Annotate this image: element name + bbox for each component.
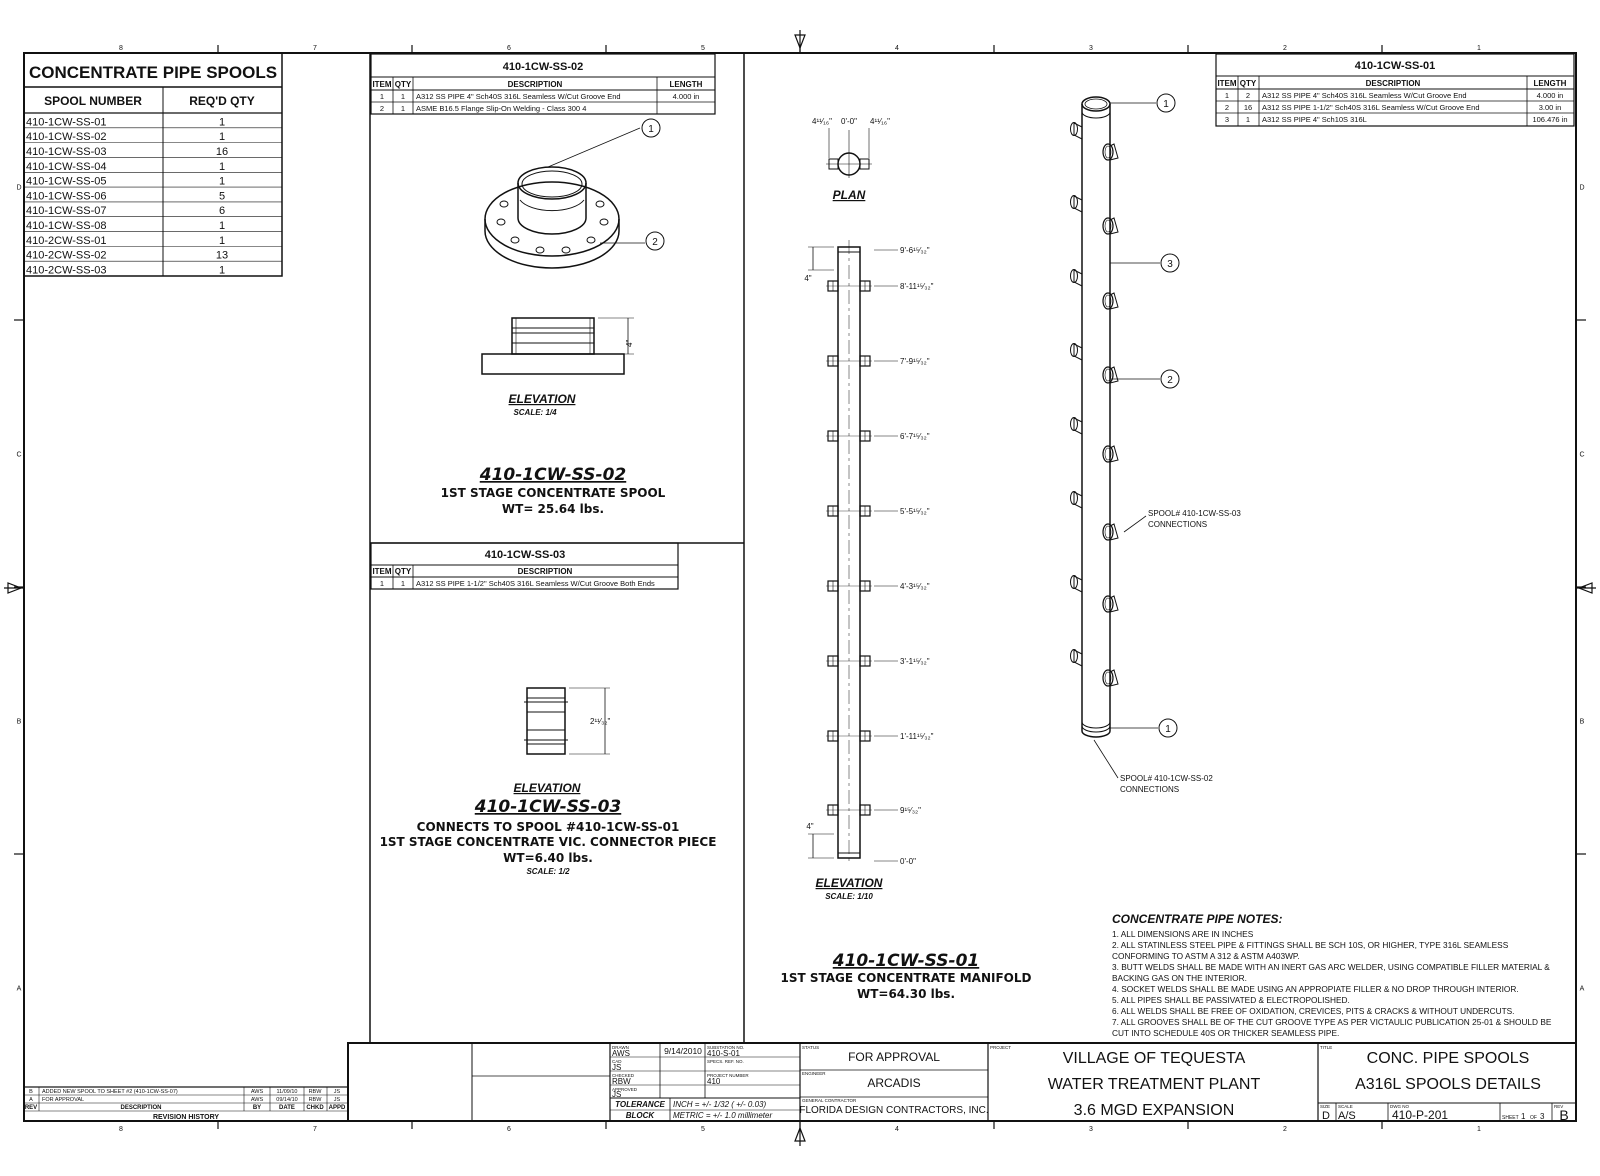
tb-checked: RBW	[612, 1077, 631, 1086]
ss02-elevation-view	[482, 318, 634, 374]
bom-ss01-cell: 16	[1243, 103, 1253, 112]
grid-row-label-left: D	[16, 184, 22, 192]
spool-table-row-qty: 1	[218, 131, 226, 144]
bom-ss01-cell: 4.000 in	[1536, 91, 1564, 100]
bom-ss01-header: DESCRIPTION	[1365, 79, 1421, 88]
notes-line: 2. ALL STATINLESS STEEL PIPE & FITTINGS SHALL BE SCH 10S, OR HIGHER, TYPE 316L SEAMLESS	[1112, 940, 1509, 950]
bom-ss01-header: ITEM	[1217, 79, 1237, 88]
tb-project-line-3: 3.6 MGD EXPANSION	[1073, 1102, 1235, 1119]
ss03-line-1: CONNECTS TO SPOOL #410-1CW-SS-01	[416, 820, 680, 834]
ss01-plan-dim-center: 0'-0"	[841, 117, 857, 126]
rev-header: CHKD	[306, 1105, 324, 1111]
rev-cell: RBW	[308, 1097, 322, 1103]
tb-approved-label: APPROVED	[612, 1087, 638, 1092]
ss01-elevation-level: 8'-11¹⁵⁄₃₂"	[900, 282, 934, 291]
grid-col-label-top: 6	[507, 45, 511, 52]
tb-size-label: SIZE	[1320, 1104, 1331, 1109]
grid-row-label-left: A	[16, 985, 22, 993]
rev-cell: AWS	[250, 1097, 264, 1103]
tb-size: D	[1322, 1110, 1330, 1122]
grid-col-label-bottom: 5	[701, 1126, 705, 1133]
ss03-line-2: 1ST STAGE CONCENTRATE VIC. CONNECTOR PIECE	[379, 835, 717, 849]
tb-tolerance-1: TOLERANCE	[615, 1100, 665, 1109]
rev-cell: JS	[333, 1097, 341, 1103]
ss01-elevation-level: 3'-1¹⁵⁄₃₂"	[900, 657, 930, 666]
spool-table-row-qty: 6	[218, 205, 226, 218]
bom-table-ss03	[371, 543, 678, 589]
pipe-notes	[1112, 912, 1552, 1038]
spool-table-header-qty: REQ'D QTY	[189, 94, 255, 108]
spool-table-row-qty: 13	[215, 249, 229, 262]
tb-rev-label: REV	[1554, 1104, 1564, 1109]
bom-ss01-cell: 2	[1224, 103, 1230, 112]
spool-table-row-number: 410-2CW-SS-03	[26, 264, 107, 277]
bom-ss01-cell: 3.00 in	[1538, 103, 1562, 112]
ss01-elevation-level: 9¹⁵⁄₃₂"	[900, 806, 921, 815]
spool-table-row-qty: 1	[218, 264, 226, 277]
ss01-elevation-level: 6'-7¹⁵⁄₃₂"	[900, 432, 930, 441]
bom-ss01-cell: 106.476 in	[1532, 115, 1568, 124]
bom-ss01-cell: 3	[1224, 115, 1230, 124]
tb-project-line-2: WATER TREATMENT PLANT	[1047, 1076, 1261, 1093]
spool-table-row-qty: 5	[218, 190, 226, 203]
ss01-callout-ss03-2: CONNECTIONS	[1148, 520, 1208, 529]
rev-cell: AWS	[250, 1089, 264, 1095]
grid-col-label-bottom: 4	[895, 1126, 899, 1133]
ss01-elevation-level: 7'-9¹⁵⁄₃₂"	[900, 357, 930, 366]
grid-row-label-right: A	[1579, 985, 1585, 993]
grid-col-label-top: 8	[119, 45, 123, 52]
spool-table	[24, 53, 282, 277]
tb-sheet: 1	[1521, 1112, 1526, 1121]
ss01-elevation-level: 4'-3¹⁵⁄₃₂"	[900, 582, 930, 591]
tb-date: 9/14/2010	[664, 1046, 702, 1056]
spool-table-row-qty: 1	[218, 234, 226, 247]
ss01-callout-ss02-2: CONNECTIONS	[1120, 785, 1180, 794]
ss01-callout-ss02-1: SPOOL# 410-1CW-SS-02	[1120, 774, 1213, 783]
bom-ss02-header: LENGTH	[669, 80, 703, 89]
ss01-callout-ss03-1: SPOOL# 410-1CW-SS-03	[1148, 509, 1241, 518]
grid-col-label-bottom: 6	[507, 1126, 511, 1133]
grid-col-label-bottom: 2	[1283, 1126, 1287, 1133]
grid-col-label-bottom: 8	[119, 1126, 123, 1133]
spool-table-row-number: 410-1CW-SS-02	[26, 131, 107, 144]
notes-line: 5. ALL PIPES SHALL BE PASSIVATED & ELECTROPOLISHED.	[1112, 995, 1350, 1005]
notes-line: 3. BUTT WELDS SHALL BE MADE WITH AN INERT GAS ARC WELDER, USING COMPATIBLE FILLER MATERIAL &	[1112, 962, 1550, 972]
tb-specs-label: SPECS. REF. NO.	[707, 1059, 744, 1064]
bom-ss02-header: QTY	[394, 80, 412, 89]
grid-col-label-bottom: 3	[1089, 1126, 1093, 1133]
rev-cell: B	[29, 1089, 33, 1095]
bom-ss01-cell: A312 SS PIPE 4" Sch40S 316L Seamless W/Cut Groove End	[1262, 91, 1467, 100]
spool-table-row-qty: 1	[218, 116, 226, 129]
tb-contractor: FLORIDA DESIGN CONTRACTORS, INC.	[799, 1105, 989, 1116]
ss02-title: 410-1CW-SS-02	[479, 465, 627, 485]
spool-table-row-number: 410-1CW-SS-03	[26, 145, 107, 158]
rev-cell: A	[29, 1097, 33, 1103]
bom-ss01-cell: A312 SS PIPE 1-1/2" Sch40S 316L Seamless W/Cut Groove End	[1262, 103, 1480, 112]
ss03-title: 410-1CW-SS-03	[474, 797, 622, 817]
ss02-balloon-2-label: 2	[652, 237, 658, 248]
bom-ss01-cell: 1	[1224, 91, 1230, 100]
bom-ss03-header: ITEM	[372, 567, 392, 576]
ss02-iso-view	[485, 128, 645, 268]
tb-dwg-number: 410-P-201	[1392, 1108, 1449, 1122]
tb-drawn: AWS	[612, 1049, 630, 1058]
grid-col-label-top: 1	[1477, 45, 1481, 52]
bom-ss03-header: DESCRIPTION	[517, 567, 573, 576]
tb-project-number-label: PROJECT NUMBER	[707, 1073, 749, 1078]
grid-row-label-left: B	[16, 718, 22, 726]
ss01-dim-top: 4"	[804, 274, 812, 283]
tb-title-label: TITLE	[1320, 1045, 1333, 1050]
ss01-iso-view	[1071, 97, 1161, 778]
ss02-balloon-1-label: 1	[648, 124, 654, 135]
spool-table-row-qty: 16	[215, 145, 229, 158]
spool-table-row-number: 410-1CW-SS-07	[26, 205, 107, 218]
ss02-elevation-scale: SCALE: 1/4	[513, 408, 557, 417]
spool-table-row-number: 410-2CW-SS-02	[26, 249, 107, 262]
tb-metric-tolerance: METRIC = +/- 1.0 millimeter	[673, 1111, 773, 1120]
bom-ss02-cell: 1	[400, 92, 406, 101]
tb-drawn-label: DRAWN	[612, 1045, 629, 1050]
ss02-weight: WT= 25.64 lbs.	[501, 502, 605, 516]
grid-row-label-left: C	[16, 451, 22, 459]
bom-ss03-header: QTY	[394, 567, 412, 576]
ss01-balloon-1-label: 1	[1163, 99, 1169, 110]
tb-scale: A/S	[1338, 1110, 1356, 1122]
tb-cad-label: CAD	[612, 1059, 622, 1064]
bom-ss02-cell: ASME B16.5 Flange Slip-On Welding - Class 300 4	[416, 104, 587, 113]
tb-rev: B	[1559, 1107, 1569, 1123]
tb-substation: 410-S-01	[707, 1049, 740, 1058]
bom-ss03-title: 410-1CW-SS-03	[484, 549, 566, 561]
bom-ss02-cell: 2	[379, 104, 385, 113]
ss01-plan-label: PLAN	[832, 188, 866, 202]
grid-col-label-bottom: 7	[313, 1126, 317, 1133]
bom-ss02-cell: 1	[400, 104, 406, 113]
tb-approved: JS	[612, 1090, 622, 1099]
tb-contractor-label: GENERAL CONTRACTOR	[802, 1098, 857, 1103]
rev-header: DATE	[279, 1105, 295, 1111]
ss01-elevation-view	[804, 240, 898, 865]
ss03-elevation-view	[524, 688, 610, 754]
notes-line: BACKING GAS ON THE INTERIOR.	[1112, 973, 1247, 983]
ss01-elevation-level: 0'-0"	[900, 857, 916, 866]
grid-col-label-top: 2	[1283, 45, 1287, 52]
spool-table-title: CONCENTRATE PIPE SPOOLS	[28, 63, 278, 82]
spool-table-row-qty: 1	[218, 175, 226, 188]
ss01-plan-dim-left: 4¹¹⁄₁₆"	[812, 117, 832, 126]
grid-col-label-top: 7	[313, 45, 317, 52]
bom-ss03-cell: A312 SS PIPE 1-1/2" Sch40S 316L Seamless W/Cut Groove Both Ends	[416, 579, 655, 588]
bom-ss03-cell: 1	[379, 579, 385, 588]
rev-header: DESCRIPTION	[120, 1105, 162, 1111]
bom-ss02-title: 410-1CW-SS-02	[502, 61, 584, 73]
bom-ss01-header: LENGTH	[1533, 79, 1567, 88]
bom-ss01-cell: A312 SS PIPE 4" Sch10S 316L	[1262, 115, 1367, 124]
tb-engineer: ARCADIS	[867, 1076, 921, 1090]
bom-ss01-header: QTY	[1239, 79, 1257, 88]
tb-project-number: 410	[707, 1077, 721, 1086]
spool-table-row-qty: 1	[218, 220, 226, 233]
tb-engineer-label: ENGINEER	[802, 1071, 826, 1076]
tb-checked-label: CHECKED	[612, 1073, 635, 1078]
ss01-balloon-1b-label: 1	[1165, 724, 1171, 735]
tb-project-line-1: VILLAGE OF TEQUESTA	[1062, 1050, 1246, 1067]
tb-title-line-1: CONC. PIPE SPOOLS	[1366, 1050, 1530, 1067]
bom-ss02-cell: A312 SS PIPE 4" Sch40S 316L Seamless W/Cut Groove End	[416, 92, 621, 101]
rev-cell: 09/14/10	[276, 1097, 298, 1103]
ss01-plan-dim-right: 4¹¹⁄₁₆"	[870, 117, 890, 126]
ss03-elevation-label: ELEVATION	[513, 781, 581, 795]
revision-block	[24, 1087, 348, 1121]
grid-row-label-right: D	[1579, 184, 1585, 192]
title-block	[348, 1043, 1576, 1123]
ss01-weight: WT=64.30 lbs.	[856, 987, 956, 1001]
ss01-elevation-level: 9'-6¹⁵⁄₃₂"	[900, 246, 930, 255]
rev-header: APPD	[328, 1105, 346, 1111]
ss01-elevation-labels	[900, 246, 934, 866]
rev-cell: JS	[333, 1089, 341, 1095]
notes-line: CUT INTO SCHEDULE 40S OR THICKER SEAMLESS PIPE.	[1112, 1028, 1340, 1038]
tb-dwg-label: DWG NO	[1390, 1104, 1409, 1109]
grid-col-label-bottom: 1	[1477, 1126, 1481, 1133]
spool-table-row-number: 410-1CW-SS-01	[26, 116, 107, 129]
rev-header: REV	[24, 1105, 38, 1111]
notes-title: CONCENTRATE PIPE NOTES:	[1112, 912, 1283, 926]
spool-table-row-number: 410-1CW-SS-04	[26, 160, 107, 173]
bom-ss01-title: 410-1CW-SS-01	[1354, 60, 1436, 72]
ss01-dim-bottom: 4"	[806, 822, 814, 831]
rev-header: BY	[252, 1105, 262, 1111]
bom-ss01-cell: 2	[1245, 91, 1251, 100]
ss01-subtitle: 1ST STAGE CONCENTRATE MANIFOLD	[780, 971, 1032, 985]
notes-line: CONFORMING TO ASTM A 312 & ASTM A403WP.	[1112, 951, 1300, 961]
ss02-elevation-dim: 4"	[625, 339, 634, 347]
sheet-border	[24, 53, 1576, 1121]
bom-ss02-cell: 1	[379, 92, 385, 101]
tb-status-label: STATUS	[802, 1045, 820, 1050]
grid-row-label-right: C	[1579, 451, 1585, 459]
ss01-elevation-level: 1'-11¹⁵⁄₃₂"	[900, 732, 934, 741]
grid-row-label-right: B	[1579, 718, 1585, 726]
ss02-elevation-label: ELEVATION	[508, 392, 576, 406]
ss03-elevation-dim: 2¹¹⁄₃₂"	[590, 717, 611, 726]
tb-sheet-label: SHEET	[1502, 1115, 1519, 1121]
ss01-balloon-2-label: 2	[1167, 375, 1173, 386]
notes-line: 1. ALL DIMENSIONS ARE IN INCHES	[1112, 929, 1254, 939]
ss01-plan-view	[812, 117, 890, 178]
spool-table-row-number: 410-2CW-SS-01	[26, 234, 107, 247]
revision-history-label: REVISION HISTORY	[152, 1114, 220, 1121]
spool-table-row-number: 410-1CW-SS-06	[26, 190, 107, 203]
bom-ss02-cell: 4.000 in	[672, 92, 700, 101]
rev-cell: 11/09/10	[276, 1089, 298, 1095]
tb-project-label: PROJECT	[990, 1045, 1012, 1050]
notes-line: 6. ALL WELDS SHALL BE FREE OF OXIDATION, CREVICES, PITS & CRACKS & WITHOUT UNDERCUTS.	[1112, 1006, 1515, 1016]
bom-ss01-cell: 1	[1245, 115, 1251, 124]
ss01-balloon-3-label: 3	[1167, 259, 1173, 270]
ss03-weight: WT=6.40 lbs.	[503, 851, 593, 865]
ss01-elevation-level: 5'-5¹⁵⁄₃₂"	[900, 507, 930, 516]
tb-cad: JS	[612, 1063, 622, 1072]
tb-of-label: OF	[1530, 1115, 1537, 1121]
ss03-scale: SCALE: 1/2	[526, 867, 570, 876]
ss01-elevation-label: ELEVATION	[815, 876, 883, 890]
tb-inch-tolerance: INCH = +/- 1/32 ( +/- 0.03)	[673, 1100, 767, 1109]
bom-ss02-header: ITEM	[372, 80, 392, 89]
spool-table-row-number: 410-1CW-SS-05	[26, 175, 107, 188]
rev-cell: FOR APPROVAL	[42, 1097, 85, 1103]
notes-line: 4. SOCKET WELDS SHALL BE MADE USING AN APPROPIATE FILLER & NO DROP THROUGH INTERIOR.	[1112, 984, 1519, 994]
grid-col-label-top: 5	[701, 45, 705, 52]
tb-tolerance-2: BLOCK	[625, 1111, 655, 1120]
rev-cell: ADDED NEW SPOOL TO SHEET #2 (410-1CW-SS-07)	[42, 1089, 178, 1095]
tb-of: 3	[1540, 1112, 1545, 1121]
bom-table-ss02	[371, 54, 715, 114]
spool-table-row-number: 410-1CW-SS-08	[26, 220, 107, 233]
grid-col-label-top: 3	[1089, 45, 1093, 52]
rev-cell: RBW	[308, 1089, 322, 1095]
bom-table-ss01	[1216, 54, 1574, 126]
tb-title-line-2: A316L SPOOLS DETAILS	[1355, 1076, 1541, 1093]
bom-ss02-header: DESCRIPTION	[507, 80, 563, 89]
ss01-elevation-scale: SCALE: 1/10	[825, 892, 873, 901]
spool-table-row-qty: 1	[218, 160, 226, 173]
ss02-subtitle: 1ST STAGE CONCENTRATE SPOOL	[440, 486, 666, 500]
tb-scale-label: SCALE	[1338, 1104, 1353, 1109]
spool-table-header-number: SPOOL NUMBER	[44, 94, 142, 108]
bom-ss03-cell: 1	[400, 579, 406, 588]
tb-substation-label: SUBSTATION NO.	[707, 1045, 745, 1050]
ss01-title: 410-1CW-SS-01	[832, 951, 980, 971]
notes-line: 7. ALL GROOVES SHALL BE OF THE CUT GROOVE TYPE AS PER VICTAULIC PUBLICATION 25-01 & SHOULD BE	[1112, 1017, 1552, 1027]
grid-col-label-top: 4	[895, 45, 899, 52]
tb-status: FOR APPROVAL	[848, 1050, 940, 1064]
